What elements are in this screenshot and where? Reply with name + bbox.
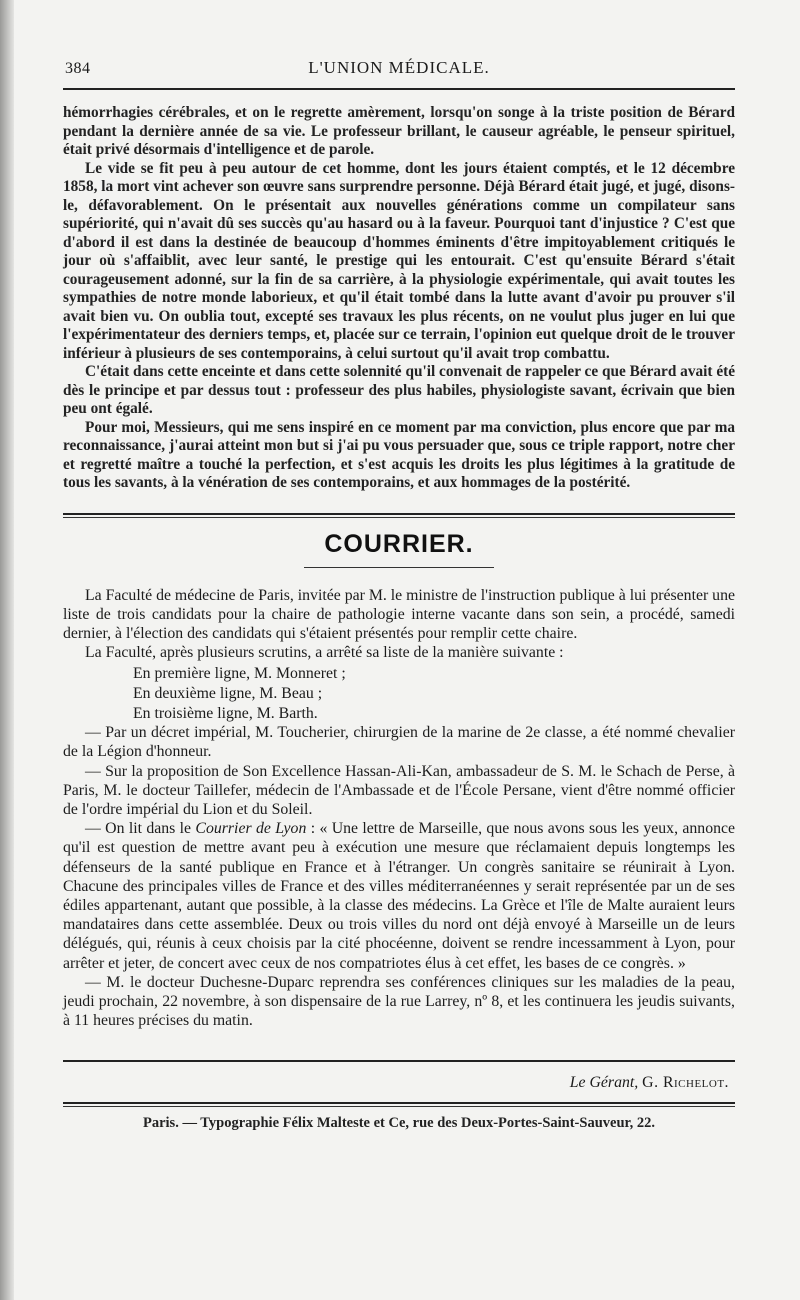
signature (63, 1074, 735, 1092)
news-paragraph: La Faculté de médecine de Paris, invitée par M. le ministre de l'instruction publique à lui présenter une liste de trois candidats pour la chaire de pathologie interne vacante dans son sein, a procédé, samedi dernier, à l'élection des candidats qui s'étaient présentés pour remplir cette chaire. (63, 586, 735, 642)
article-body (63, 104, 735, 493)
title-underline (304, 567, 494, 568)
news-paragraph: — Par un décret impérial, M. Toucherier, chirurgien de la marine de 2e classe, a été nommé chevalier de la Légion d'honneur. (63, 724, 735, 761)
article-paragraph: hémorrhagies cérébrales, et on le regrette amèrement, lorsqu'on songe à la triste position de Bérard pendant la dernière année de sa vie. Le professeur brillant, le causeur agréable, le penseur spirituel, était privé désormais d'intelligence et de parole. (63, 104, 735, 158)
footer-rule (63, 1102, 735, 1107)
closing-rule (63, 1060, 735, 1062)
article-paragraph: Pour moi, Messieurs, qui me sens inspiré en ce moment par ma conviction, plus encore que par ma reconnaissance, j'aurai atteint mon but si j'ai pu vous persuader que, sous ce triple rapport, notre cher et regretté maître a touché la perfection, et s'est acquis les droits les plus légitimes à la gratitude de tous les savants, à la vénération de ses contemporains, et aux hommages de la postérité. (63, 418, 735, 491)
list-item: En troisième ligne, M. Barth. (133, 704, 318, 722)
article-paragraph: Le vide se fit peu à peu autour de cet homme, dont les jours étaient comptés, et le 12 décembre 1858, la mort vint achever son œuvre sans surprendre personne. Déjà Bérard était jugé, et jugé, disons-le, défavorablement. On le présentait aux nouvelles générations comme un compilateur sans supériorité, qui n'avait dû ses succès qu'au hasard ou à la faveur. Pourquoi tant d'injustice ? C'est que d'abord il est dans la destinée de beaucoup d'hommes éminents d'être impitoyablement critiqués le jour où s'affaiblit, avec leur santé, le prestige qui les entourait. C'est qu'ensuite Bérard s'était courageusement adonné, sur la fin de sa carrière, à la physiologie expérimentale, qui avait toutes les sympathies de notre monde laborieux, et qu'il était tombé dans la lutte avant d'avoir pu prouver s'il avait bien vu. On oublia tout, excepté ses travaux les plus récents, on ne voulut plus juger en lui que l'expérimentateur des derniers temps, et, placée sur ce terrain, l'opinion eut quelque droit de le trouver inférieur à plusieurs de ses contemporains, à celui surtout qu'il avait trop combattu. (63, 159, 735, 362)
page-number: 384 (65, 60, 91, 77)
running-head (63, 56, 735, 82)
candidate-list (133, 664, 735, 723)
news-paragraph: — Sur la proposition de Son Excellence Hassan-Ali-Kan, ambassadeur de S. M. le Schach de Perse, à Paris, M. le docteur Taillefer, médecin de l'Ambassade et de l'École Persane, vient d'être nommé officier de l'ordre impérial du Lion et du Soleil. (63, 762, 735, 818)
signature-name: G. Richelot. (642, 1074, 729, 1092)
courrier-section (63, 586, 735, 1031)
source-title: Courrier de Lyon (195, 820, 307, 838)
signature-label: Le Gérant, (569, 1074, 639, 1092)
section-divider (63, 513, 735, 518)
section-title: COURRIER. (324, 529, 474, 558)
news-paragraph: La Faculté, après plusieurs scrutins, a arrêté sa liste de la manière suivante : (85, 644, 564, 662)
quote-lead: — On lit dans le (85, 820, 196, 838)
quote-text: : « Une lettre de Marseille, que nous avons sous les yeux, annonce qu'il est question de mettre avant peu à exécution une mesure que réclamaient depuis longtemps les défenseurs de la santé publique en France et à l'étranger. Un congrès sanitaire se réunirait à Lyon. Chacune des principales villes de France et des villes méditerranéennes y serait représentée par un de ses édiles appartenant, autant que possible, à la classe des médecins. La Grèce et l'île de Malte auraient leurs mandataires dans cette assemblée. Deux ou trois villes du nord ont déjà envoyé à Marseille un de leurs délégués, qui, réunis à ceux choisis par la cité phocéenne, doivent se rendre incessamment à Lyon, pour arrêter et jeter, de concert avec ceux de nos compatriotes élus à cet effet, les bases de ce congrès. » (63, 820, 736, 972)
list-item: En deuxième ligne, M. Beau ; (133, 684, 323, 702)
article-paragraph: C'était dans cette enceinte et dans cette solennité qu'il convenait de rappeler ce que Bérard avait été dès le principe et par dessus tout : professeur des plus habiles, physiologiste savant, écrivain que bien peu ont égalé. (63, 363, 735, 417)
page-column (63, 56, 735, 1132)
list-item: En première ligne, M. Monneret ; (133, 665, 346, 683)
news-paragraph: — M. le docteur Duchesne-Duparc reprendra ses conférences cliniques sur les maladies de la peau, jeudi prochain, 22 novembre, à son dispensaire de la rue Larrey, nº 8, et les continuera les jeudis suivants, à 11 heures précises du matin. (63, 973, 735, 1030)
header-rule (63, 88, 735, 90)
news-paragraph (63, 819, 735, 973)
journal-title: L'UNION MÉDICALE. (308, 58, 490, 77)
printer-imprint: Paris. — Typographie Félix Malteste et Ce, rue des Deux-Portes-Saint-Sauveur, 22. (142, 1115, 655, 1132)
